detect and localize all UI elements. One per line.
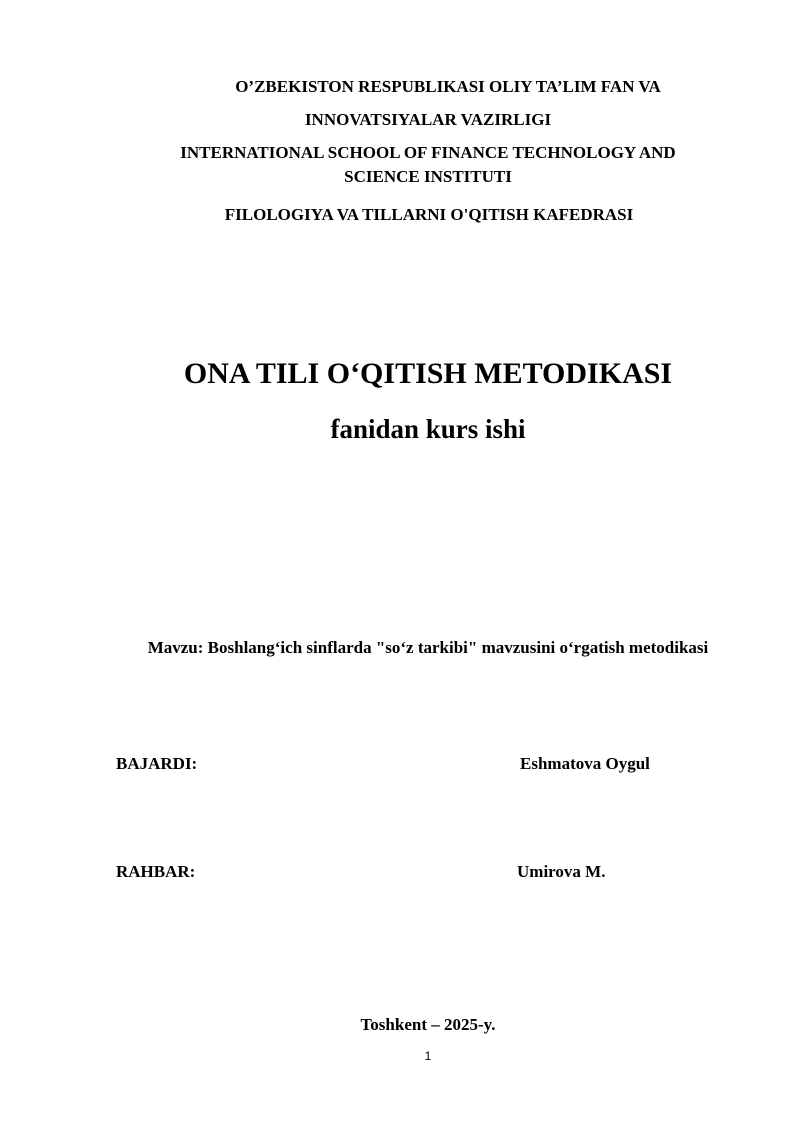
performer-name: Eshmatova Oygul	[520, 754, 650, 773]
page-number: 1	[424, 1049, 432, 1063]
institute-name-line-2: SCIENCE INSTITUTI	[344, 167, 512, 186]
topic-line: Mavzu: Boshlang‘ich sinflarda "so‘z tarkibi" mavzusini o‘rgatish metodikasi	[147, 638, 709, 657]
department-name: FILOLOGIYA VA TILLARNI O'QITISH KAFEDRASI	[224, 205, 634, 224]
performer-label: BAJARDI:	[116, 754, 198, 773]
supervisor-label: RAHBAR:	[116, 862, 196, 881]
city-year: Toshkent – 2025-y.	[360, 1015, 496, 1034]
document-title: ONA TILI O‘QITISH METODIKASI	[183, 357, 673, 390]
ministry-name-line-1: O’ZBEKISTON RESPUBLIKASI OLIY TA’LIM FAN VA	[235, 77, 661, 96]
supervisor-name: Umirova M.	[517, 862, 606, 881]
document-subtitle: fanidan kurs ishi	[330, 414, 526, 444]
ministry-name-line-2: INNOVATSIYALAR VAZIRLIGI	[304, 110, 552, 129]
institute-name-line-1: INTERNATIONAL SCHOOL OF FINANCE TECHNOLOGY AND	[180, 143, 676, 162]
